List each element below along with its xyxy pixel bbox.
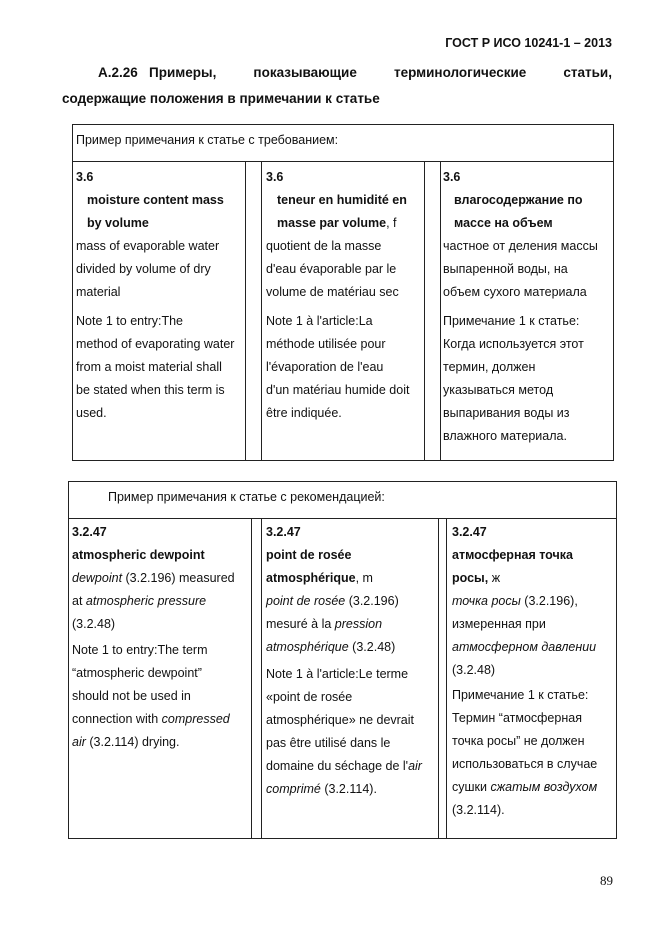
- example1-fr-entry: 3.6 teneur en humidité en masse par volume, f quotient de la masse d'eau évaporable par le volume de matériau sec Note 1 à l'article:La méthode utilisée pour l'évaporation de l'eau d'un matériau humide doit être indiquée.: [266, 170, 410, 420]
- example1-caption: Пример примечания к статье с требованием:: [76, 133, 339, 147]
- example2-caption: Пример примечания к статье с рекомендацией:: [108, 490, 385, 504]
- section-title-line2: содержащие положения в примечании к статье: [62, 91, 380, 106]
- example2-ru-entry: 3.2.47 атмосферная точка росы, ж точка росы (3.2.196), измеренная при атмосферном давлении (3.2.48) Примечание 1 к статье: Термин “атмосферная точка росы” не должен использоваться в случае сушки сжатым воздухом (3.2.114).: [452, 525, 598, 817]
- example1-ru-entry: 3.6 влагосодержание по массе на объем частное от деления массы выпаренной воды, на объем сухого материала Примечание 1 к статье: Когда используется этот термин, должен указываться метод выпаривания воды из влажного материала.: [443, 170, 598, 443]
- section-heading: А.2.26 Примеры, показывающие терминологические статьи, содержащие положения в примечании к статье: [62, 60, 612, 112]
- section-number-and-title: А.2.26 Примеры,: [98, 65, 217, 80]
- example2-fr-entry: 3.2.47 point de rosée atmosphérique, m point de rosée (3.2.196) mesuré à la pression atmosphérique (3.2.48) Note 1 à l'article:Le terme «point de rosée atmosphérique» ne devrait pas être utilisé dans le domaine du séchage de l'air comprimé (3.2.114).: [266, 525, 422, 796]
- page-number: 89: [600, 873, 613, 888]
- example2-en-entry: 3.2.47 atmospheric dewpoint dewpoint (3.2.196) measured at atmospheric pressure (3.2.48) Note 1 to entry:The term “atmospheric dewpoint” should not be used in connection with compressed air (3.2.114) drying.: [72, 525, 235, 749]
- example1-en-entry: 3.6 moisture content mass by volume mass of evaporable water divided by volume of dry material Note 1 to entry:The method of evaporating water from a moist material shall be stated when this term is used.: [76, 170, 235, 420]
- standard-designation: ГОСТ Р ИСО 10241-1 – 2013: [445, 36, 612, 50]
